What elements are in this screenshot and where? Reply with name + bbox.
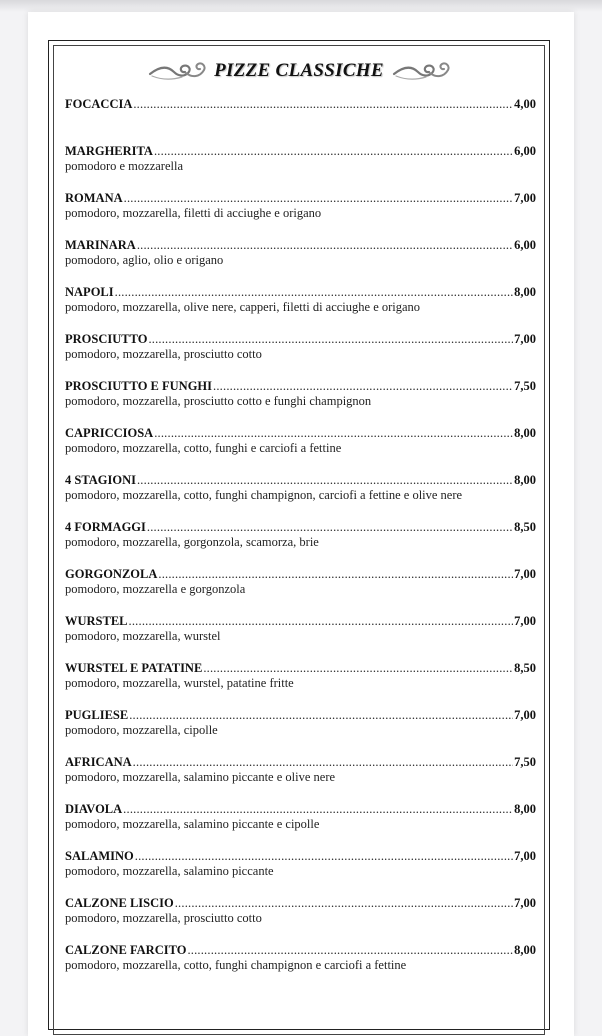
menu-item-header [65, 707, 536, 723]
menu-item-price: 8,00 [514, 473, 536, 487]
menu-item-price: 8,00 [514, 285, 536, 299]
menu-item-price: 7,00 [514, 614, 536, 628]
menu-item-price: 7,00 [514, 567, 536, 581]
menu-item [65, 707, 536, 754]
menu-item-description: pomodoro, mozzarella, cotto, funghi champignon, carciofi a fettine e olive nere [65, 488, 463, 502]
menu-item [65, 190, 536, 237]
menu-item-description: pomodoro, mozzarella, wurstel [65, 629, 221, 643]
menu-item [65, 519, 536, 566]
dot-leader [115, 284, 514, 300]
menu-item-header [65, 754, 536, 770]
menu-item-price: 6,00 [514, 238, 536, 252]
menu-item-price: 7,00 [514, 191, 536, 205]
menu-item-description: pomodoro, mozzarella, prosciutto cotto [65, 911, 262, 925]
menu-item-price: 6,00 [514, 144, 536, 158]
menu-item-name: AFRICANA [65, 755, 132, 769]
menu-item-price: 8,00 [514, 426, 536, 440]
menu-item-price: 8,00 [514, 943, 536, 957]
menu-item-header [65, 472, 536, 488]
menu-item [65, 237, 536, 284]
menu-item [65, 331, 536, 378]
menu-item-header [65, 848, 536, 864]
dot-leader [154, 143, 513, 159]
dot-leader [137, 472, 513, 488]
menu-item-name: PROSCIUTTO E FUNGHI [65, 379, 213, 393]
menu-item [65, 566, 536, 613]
dot-leader [154, 425, 513, 441]
menu-item-name: SALAMINO [65, 849, 134, 863]
menu-item-header [65, 378, 536, 394]
menu-item-header [65, 190, 536, 206]
menu-item-header [65, 895, 536, 911]
menu-item [65, 848, 536, 895]
menu-item-name: 4 FORMAGGI [65, 520, 146, 534]
menu-item-description: pomodoro, mozzarella, cipolle [65, 723, 218, 737]
menu-item [65, 754, 536, 801]
menu-item-description: pomodoro, mozzarella, wurstel, patatine fritte [65, 676, 294, 690]
menu-item-description: pomodoro, mozzarella, gorgonzola, scamorza, brie [65, 535, 319, 549]
menu-item-price: 8,00 [514, 802, 536, 816]
dot-leader [133, 96, 513, 112]
menu-item-description: pomodoro, mozzarella, salamino piccante [65, 864, 274, 878]
menu-item-header [65, 942, 536, 958]
menu-item-header [65, 613, 536, 629]
menu-item-header [65, 519, 536, 535]
menu-item-description: pomodoro, mozzarella, salamino piccante e olive nere [65, 770, 336, 784]
menu-item-name: CAPRICCIOSA [65, 426, 154, 440]
menu-item-name: MARINARA [65, 238, 136, 252]
menu-item-name: FOCACCIA [65, 97, 133, 111]
menu-item-price: 7,00 [514, 332, 536, 346]
menu-item-price: 7,50 [514, 379, 536, 393]
menu-item [65, 613, 536, 660]
menu-item-name: 4 STAGIONI [65, 473, 136, 487]
menu-item-description: pomodoro e mozzarella [65, 159, 184, 173]
menu-item-name: PROSCIUTTO [65, 332, 148, 346]
menu-item [65, 96, 536, 143]
top-shadow [0, 0, 602, 12]
menu-item-name: NAPOLI [65, 285, 114, 299]
menu-item-name: CALZONE LISCIO [65, 896, 174, 910]
menu-list [65, 96, 536, 989]
dot-leader [133, 754, 513, 770]
menu-item [65, 378, 536, 425]
dot-leader [175, 895, 513, 911]
menu-item-price: 7,50 [514, 755, 536, 769]
menu-item [65, 425, 536, 472]
menu-item-price: 8,50 [514, 520, 536, 534]
menu-item [65, 143, 536, 190]
menu-item-name: CALZONE FARCITO [65, 943, 187, 957]
menu-item-price: 4,00 [514, 97, 536, 111]
menu-item-header [65, 660, 536, 676]
swirl-ornament-right-icon [392, 58, 450, 84]
menu-item-description: pomodoro, mozzarella e gorgonzola [65, 582, 246, 596]
menu-item-description: pomodoro, mozzarella, prosciutto cotto [65, 347, 262, 361]
menu-item-price: 7,00 [514, 849, 536, 863]
menu-header [53, 55, 545, 87]
menu-item-name: WURSTEL [65, 614, 128, 628]
menu-item-header [65, 237, 536, 253]
menu-item-header [65, 331, 536, 347]
menu-item-name: ROMANA [65, 191, 123, 205]
menu-item-name: PUGLIESE [65, 708, 129, 722]
menu-item-header [65, 425, 536, 441]
dot-leader [137, 237, 513, 253]
dot-leader [213, 378, 513, 394]
menu-item [65, 660, 536, 707]
menu-item-price: 7,00 [514, 708, 536, 722]
dot-leader [148, 331, 513, 347]
menu-title: PIZZE CLASSICHE [214, 60, 384, 81]
menu-item-header [65, 284, 536, 300]
menu-item-description: pomodoro, mozzarella, prosciutto cotto e funghi champignon [65, 394, 372, 408]
menu-item-name: GORGONZOLA [65, 567, 158, 581]
dot-leader [129, 707, 513, 723]
dot-leader [135, 848, 513, 864]
menu-item [65, 284, 536, 331]
menu-item-description: pomodoro, mozzarella, cotto, funghi champignon e carciofi a fettine [65, 958, 407, 972]
dot-leader [129, 613, 514, 629]
menu-item-name: MARGHERITA [65, 144, 153, 158]
dot-leader [124, 190, 513, 206]
menu-item-header [65, 801, 536, 817]
menu-item-name: WURSTEL E PATATINE [65, 661, 203, 675]
menu-item-header [65, 566, 536, 582]
dot-leader [158, 566, 513, 582]
menu-item-description: pomodoro, aglio, olio e origano [65, 253, 224, 267]
menu-item-description: pomodoro, mozzarella, salamino piccante e cipolle [65, 817, 320, 831]
menu-item-header [65, 96, 536, 112]
menu-item-description: pomodoro, mozzarella, olive nere, capperi, filetti di acciughe e origano [65, 300, 421, 314]
menu-item-price: 8,50 [514, 661, 536, 675]
dot-leader [123, 801, 513, 817]
menu-item-name: DIAVOLA [65, 802, 123, 816]
menu-item-header [65, 143, 536, 159]
swirl-ornament-left-icon [148, 58, 206, 84]
menu-item [65, 472, 536, 519]
menu-item [65, 942, 536, 989]
menu-item [65, 801, 536, 848]
menu-item-description: pomodoro, mozzarella, filetti di acciughe e origano [65, 206, 322, 220]
dot-leader [187, 942, 513, 958]
menu-item-price: 7,00 [514, 896, 536, 910]
menu-item-description: pomodoro, mozzarella, cotto, funghi e carciofi a fettine [65, 441, 342, 455]
menu-item [65, 895, 536, 942]
dot-leader [203, 660, 513, 676]
dot-leader [147, 519, 513, 535]
